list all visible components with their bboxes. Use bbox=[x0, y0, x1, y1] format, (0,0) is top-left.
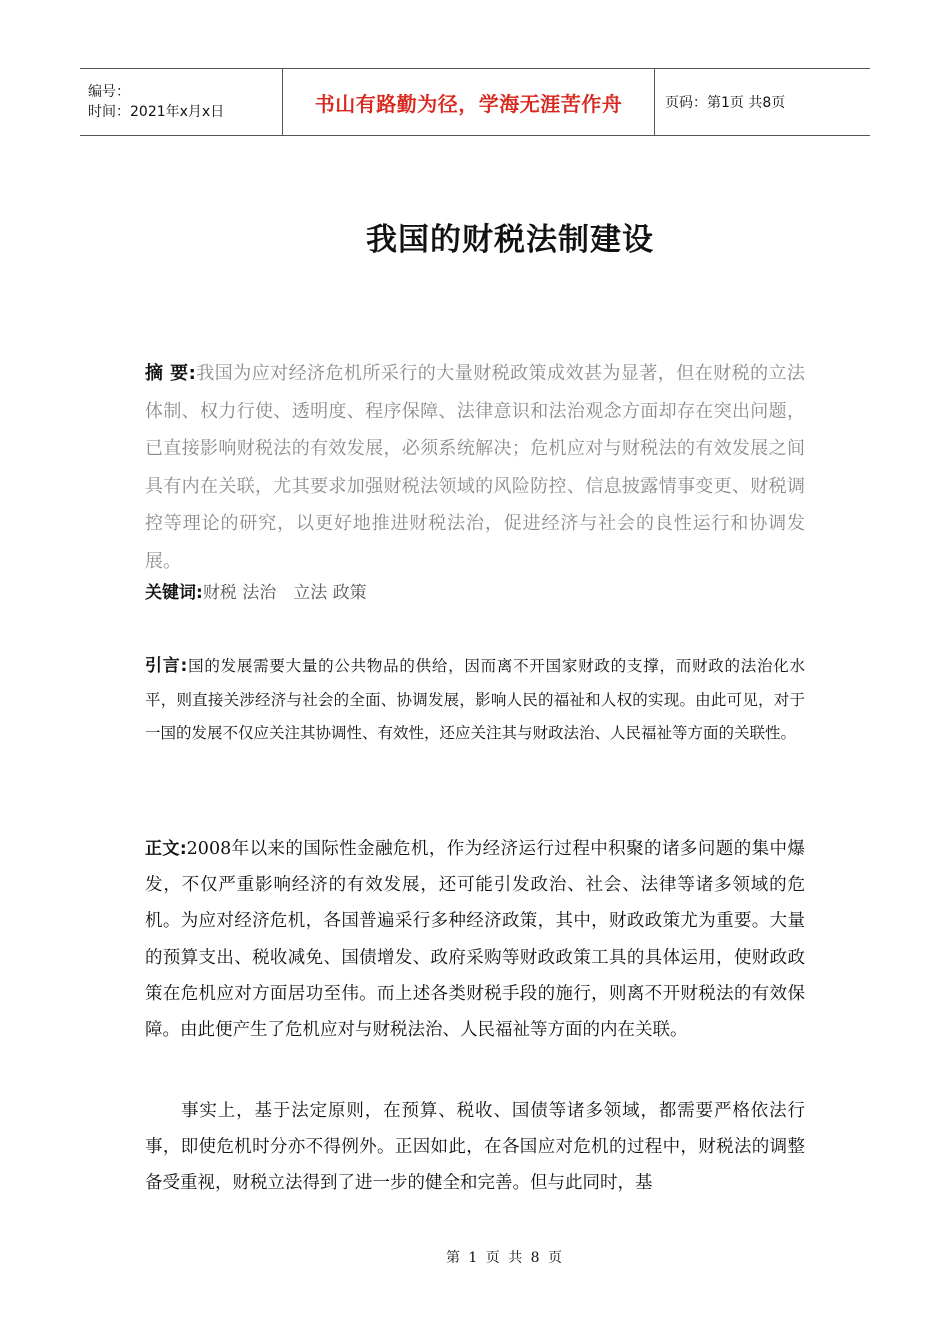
body-label: 正文: bbox=[145, 839, 187, 859]
intro-label: 引言: bbox=[145, 656, 188, 676]
date-label: 时间：2021年x月x日 bbox=[88, 104, 225, 120]
document-title: 我国的财税法制建设 bbox=[366, 222, 654, 258]
page-footer: 第 1 页 共 8 页 bbox=[445, 1250, 565, 1266]
abstract-paragraph bbox=[145, 355, 805, 580]
keywords-line bbox=[145, 578, 805, 608]
document-header bbox=[80, 68, 870, 136]
header-motto-cell bbox=[282, 69, 655, 135]
keywords-label: 关键词: bbox=[145, 583, 203, 603]
header-page-info-cell bbox=[655, 69, 870, 135]
serial-number-label: 编号： bbox=[88, 84, 130, 100]
header-page-info: 页码：第1页 共8页 bbox=[665, 95, 786, 111]
body-text-1: 2008年以来的国际性金融危机，作为经济运行过程中积聚的诸多问题的集中爆发，不仅严重影响经济的有效发展，还可能引发政治、社会、法律等诸多领域的危机。为应对经济危机，各国普遍采行多种经济政策，其中，财政政策尤为重要。大量的预算支出、税收减免、国债增发、政府采购等财政政策工具的具体运用，使财政政策在危机应对方面居功至伟。而上述各类财税手段的施行，则离不开财税法的有效保障。由此便产生了危机应对与财税法治、人民福祉等方面的内在关联。 bbox=[145, 839, 805, 1041]
body-paragraph-1 bbox=[145, 831, 805, 1048]
intro-text: 国的发展需要大量的公共物品的供给，因而离不开国家财政的支撑，而财政的法治化水平，则直接关涉经济与社会的全面、协调发展，影响人民的福祉和人权的实现。由此可见，对于一国的发展不仅应关注其协调性、有效性，还应关注其与财政法治、人民福祉等方面的关联性。 bbox=[145, 657, 805, 742]
body-paragraph-2: 事实上，基于法定原则，在预算、税收、国债等诸多领域，都需要严格依法行事，即使危机时分亦不得例外。正因如此，在各国应对危机的过程中，财税法的调整备受重视，财税立法得到了进一步的健全和完善。但与此同时，基 bbox=[145, 1101, 805, 1194]
abstract-label: 摘 要: bbox=[145, 363, 196, 384]
abstract-text: 我国为应对经济危机所采行的大量财税政策成效甚为显著，但在财税的立法体制、权力行使、透明度、程序保障、法律意识和法治观念方面却存在突出问题，已直接影响财税法的有效发展，必须系统解决；危机应对与财税法的有效发展之间具有内在关联，尤其要求加强财税法领域的风险防控、信息披露情事变更、财税调控等理论的研究，以更好地推进财税法治，促进经济与社会的良性运行和协调发展。 bbox=[145, 363, 805, 572]
intro-paragraph bbox=[145, 650, 805, 751]
keywords-text: 财税 法治 立法 政策 bbox=[202, 583, 367, 603]
header-motto: 书山有路勤为径，学海无涯苦作舟 bbox=[314, 91, 623, 116]
header-meta bbox=[80, 69, 282, 135]
